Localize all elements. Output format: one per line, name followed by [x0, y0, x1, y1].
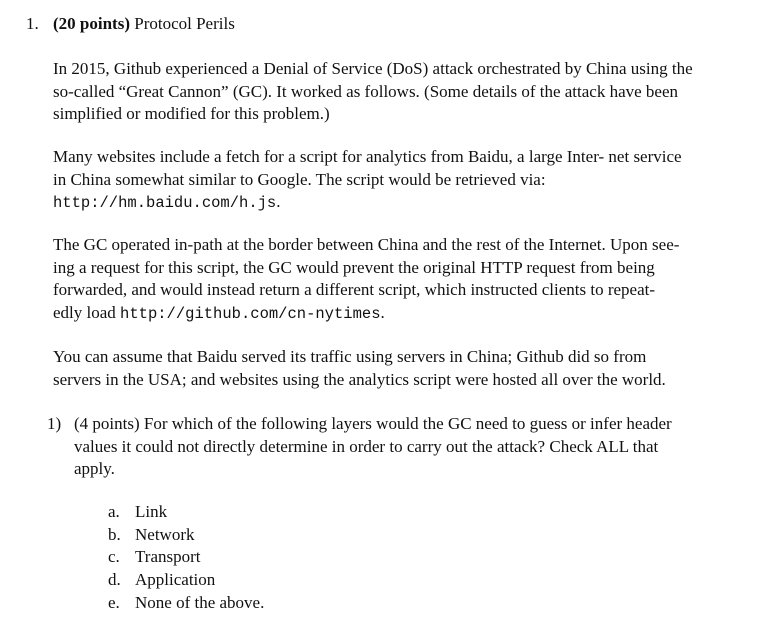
paragraph-line: so-called “Great Cannon” (GC). It worked as follows. (Some details of the attack have been	[53, 81, 679, 101]
paragraph-line	[53, 191, 743, 215]
paragraph-line	[53, 302, 743, 326]
option-application[interactable]	[108, 569, 264, 592]
option-none[interactable]	[108, 592, 264, 615]
subquestion-line: apply.	[74, 459, 115, 478]
answer-options	[108, 501, 264, 615]
assumptions-paragraph	[53, 346, 743, 391]
great-cannon-paragraph	[53, 234, 743, 325]
option-letter: b.	[108, 524, 121, 544]
option-link[interactable]	[108, 501, 264, 524]
url-punctuation: .	[276, 192, 281, 211]
question-title: Protocol Perils	[134, 14, 235, 33]
option-network[interactable]	[108, 524, 264, 547]
paragraph-line: forwarded, and would instead return a different script, which instructed clients to repeat-	[53, 280, 656, 299]
paragraph-line: Many websites include a fetch for a script for analytics from Baidu, a large Inter- net service	[53, 147, 682, 166]
option-label: Network	[135, 524, 195, 544]
question-header	[26, 12, 235, 36]
url-punctuation: .	[380, 302, 385, 322]
github-target-url: http://github.com/cn-nytimes	[120, 304, 381, 323]
paragraph-line: In 2015, Github experienced a Denial of Service (DoS) attack orchestrated by China using the	[53, 59, 693, 78]
option-letter: c.	[108, 547, 120, 567]
option-letter: d.	[108, 570, 121, 590]
paragraph-line: You can assume that Baidu served its traffic using servers in China; Github did so from	[53, 347, 647, 366]
option-letter: e.	[108, 592, 120, 612]
paragraph-line: in China somewhat similar to Google. The script would be retrieved via:	[53, 169, 546, 189]
baidu-script-url: http://hm.baidu.com/h.js	[53, 194, 277, 212]
option-label: Link	[135, 502, 168, 521]
intro-paragraph	[53, 58, 743, 126]
subquestion-text	[74, 413, 672, 481]
question-number: 1.	[26, 14, 39, 33]
paragraph-line: The GC operated in-path at the border between China and the rest of the Internet. Upon see-	[53, 235, 680, 254]
option-label: None of the above.	[135, 592, 265, 612]
analytics-paragraph	[53, 146, 743, 215]
question-points: (20 points)	[53, 14, 130, 33]
paragraph-line: ing a request for this script, the GC would prevent the original HTTP request from being	[53, 257, 655, 277]
paragraph-line: simplified or modified for this problem.)	[53, 104, 330, 123]
paragraph-line: servers in the USA; and websites using the analytics script were hosted all over the world.	[53, 369, 666, 389]
option-label: Application	[135, 570, 216, 590]
subquestion-line: (4 points) For which of the following layers would the GC need to guess or infer header	[74, 414, 672, 433]
subquestion-line: values it could not directly determine in order to carry out the attack? Check ALL that	[74, 436, 659, 456]
line-prefix: edly load	[53, 302, 121, 322]
option-letter: a.	[108, 502, 120, 521]
option-transport[interactable]	[108, 546, 264, 569]
option-label: Transport	[135, 547, 201, 567]
subquestion-number: 1)	[47, 414, 62, 433]
